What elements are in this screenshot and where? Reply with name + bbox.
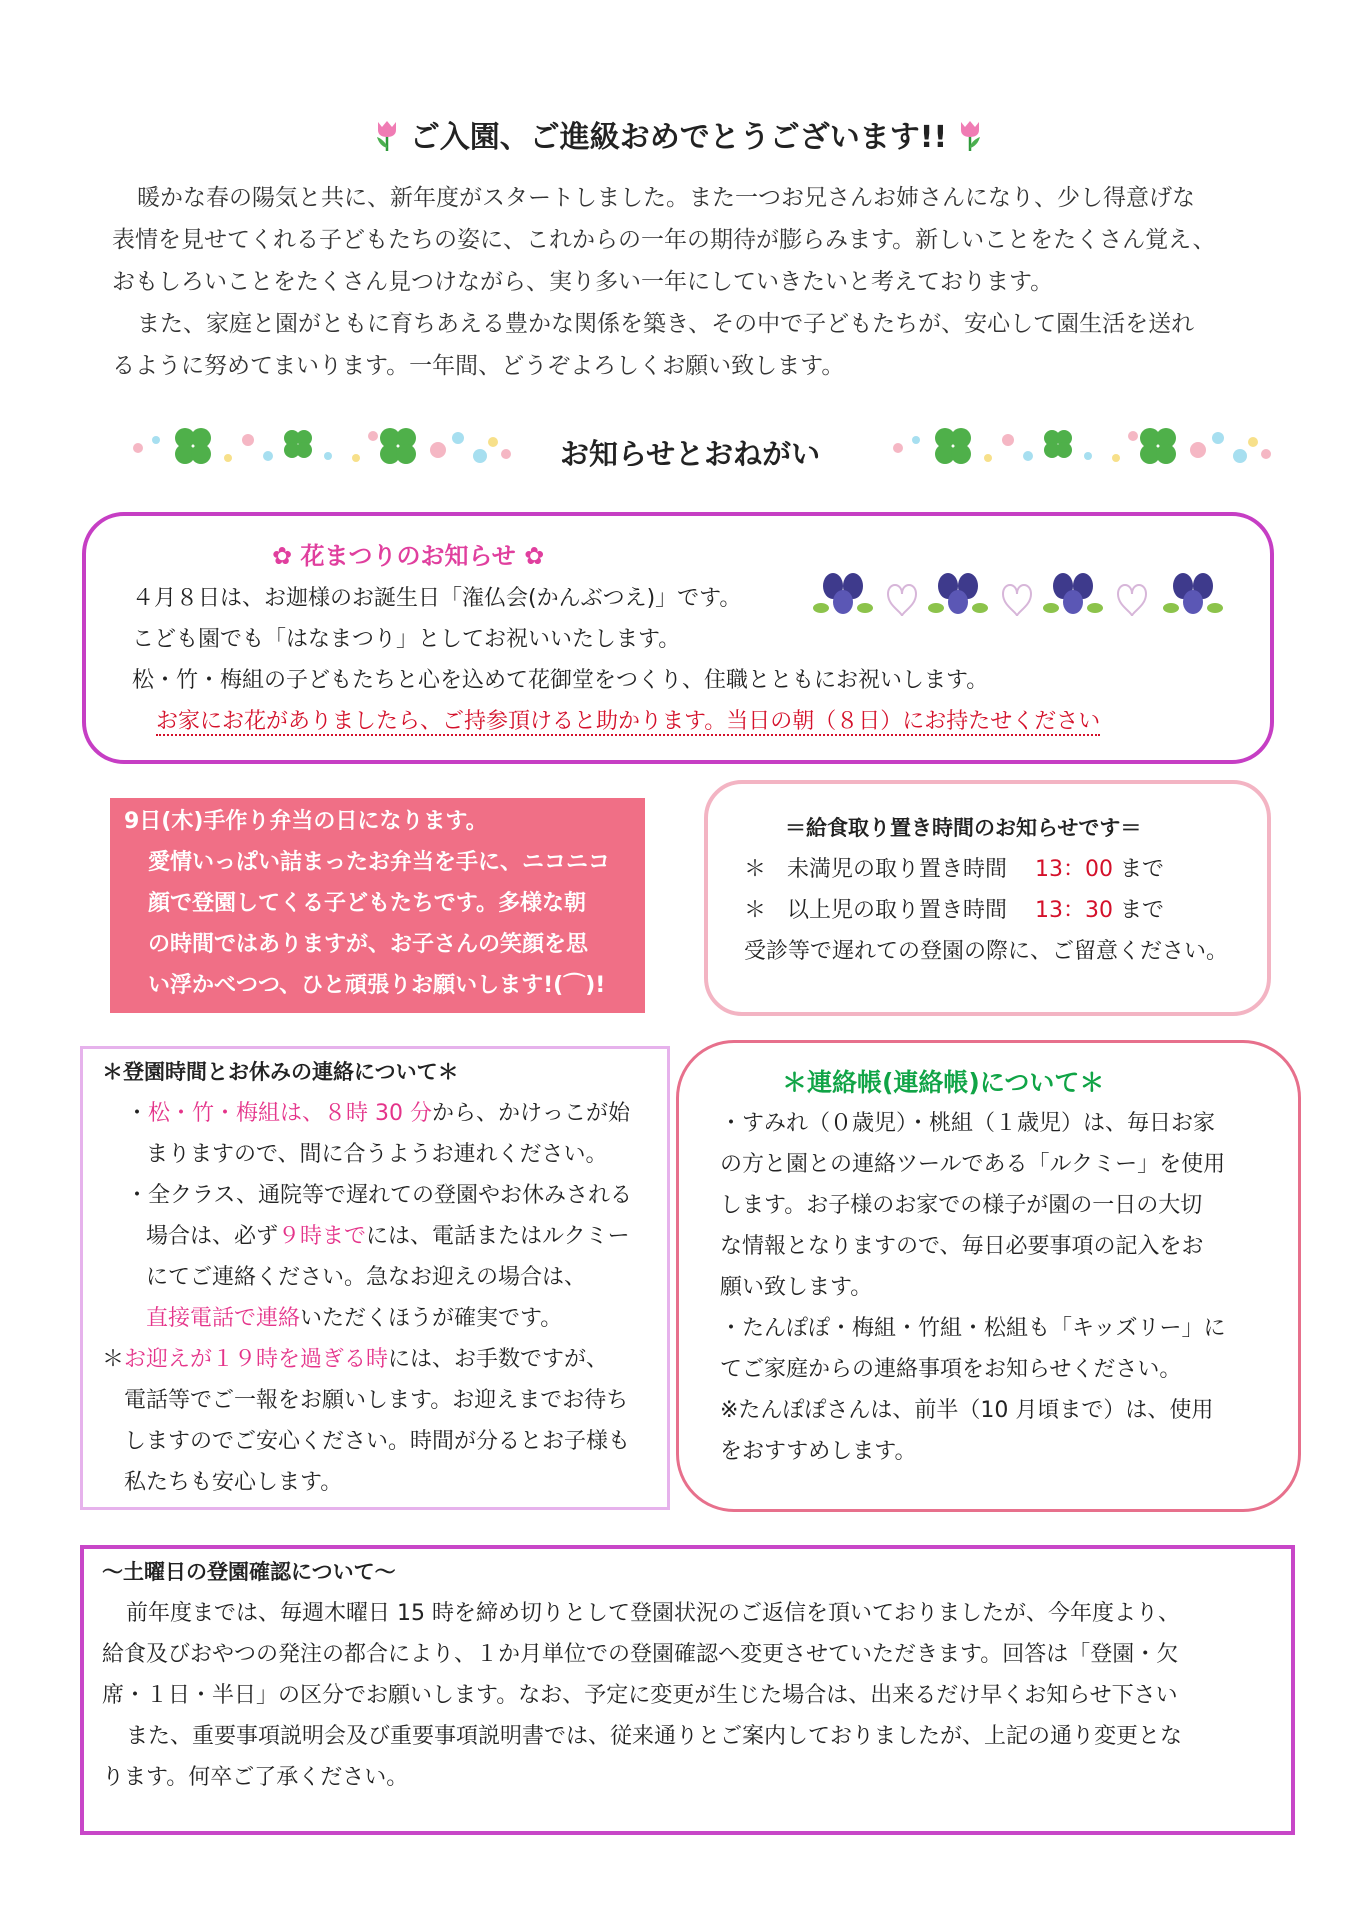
page-title-row [0, 112, 1357, 160]
toen-title: ＊登園時間とお休みの連絡について＊ [102, 1060, 459, 1084]
renraku-line: をおすすめします。 [720, 1439, 917, 1464]
intro-line: るように努めてまいります。一年間、どうぞよろしくお願い致します。 [112, 353, 845, 379]
page-title: ご入園、ご進級おめでとうございます!! [409, 120, 948, 155]
toen-line: ＊お迎えが１９時を過ぎる時には、お手数ですが、 [102, 1347, 609, 1372]
toen-line: 私たちも安心します。 [124, 1470, 343, 1495]
kyushoku-note: 受診等で遅れての登園の際に、ご留意ください。 [744, 939, 1229, 964]
hanamatsuri-title-row [272, 536, 544, 577]
toen-line: 場合は、必ず９時までには、電話またはルクミー [146, 1224, 630, 1249]
section-heading: お知らせとおねがい [560, 437, 821, 471]
bento-line: 顔で登園してくる子どもたちです。多様な朝 [148, 891, 587, 916]
renraku-line: します。お子様のお家での様子が園の一日の大切 [720, 1193, 1203, 1218]
bento-line: い浮かべつつ、ひと頑張りお願いします!(⌒)! [148, 973, 606, 998]
toen-line: ・全クラス、通院等で遅れての登園やお休みされる [126, 1183, 633, 1208]
flower-icon: ✿ [524, 542, 545, 570]
tulip-icon [374, 118, 400, 160]
intro-line: また、家庭と園がともに育ちあえる豊かな関係を築き、その中で子どもたちが、安心して園生活を送れ [137, 311, 1195, 337]
hanamatsuri-line: こども園でも「はなまつり」としてお祝いいたします。 [132, 627, 681, 652]
toen-line: にてご連絡ください。急なお迎えの場合は、 [146, 1265, 587, 1290]
doyobi-line: また、重要事項説明会及び重要事項説明書では、従来通りとご案内しておりましたが、上記の通り変更とな [126, 1724, 1183, 1749]
doyobi-title: ～土曜日の登園確認について～ [102, 1560, 396, 1584]
toen-line: 直接電話で連絡いただくほうが確実です。 [146, 1306, 563, 1331]
toen-line: しますのでご安心ください。時間が分るとお子様も [124, 1429, 631, 1454]
renraku-line: 願い致します。 [720, 1275, 873, 1300]
renraku-line: ・たんぽぽ・梅組・竹組・松組も「キッズリー」に [720, 1316, 1226, 1341]
doyobi-line: 給食及びおやつの発注の都合により、１か月単位での登園確認へ変更させていただきます。回答は「登園・欠 [102, 1642, 1179, 1667]
kyushoku-title: ＝給食取り置き時間のお知らせです＝ [785, 816, 1142, 840]
kyushoku-row: ＊ 以上児の取り置き時間 13：30 まで [744, 898, 1165, 923]
renraku-title: ＊連絡帳(連絡帳)について＊ [782, 1068, 1105, 1097]
clover-deco [128, 416, 512, 476]
intro-line: 表情を見せてくれる子どもたちの姿に、これからの一年の期待が膨らみます。新しいことをたくさん覚え、 [112, 227, 1216, 253]
pansy-deco [808, 562, 1238, 626]
hanamatsuri-title: 花まつりのお知らせ [300, 542, 516, 570]
intro-line: 暖かな春の陽気と共に、新年度がスタートしました。また一つお兄さんお姉さんになり、少し得意げな [137, 185, 1195, 211]
toen-line: ・松・竹・梅組は、８時 30 分から、かけっこが始 [126, 1101, 631, 1126]
hanamatsuri-notice: お家にお花がありましたら、ご持参頂けると助かります。当日の朝（８日）にお持たせください [156, 709, 1101, 734]
renraku-line: の方と園との連絡ツールである「ルクミー」を使用 [720, 1152, 1226, 1177]
flower-icon: ✿ [272, 542, 293, 570]
kyushoku-row: ＊ 未満児の取り置き時間 13：00 まで [744, 857, 1165, 882]
doyobi-line: ります。何卒ご了承ください。 [102, 1765, 409, 1790]
renraku-line: な情報となりますので、毎日必要事項の記入をお [720, 1234, 1204, 1259]
doyobi-line: 前年度までは、毎週木曜日 15 時を締め切りとして登園状況のご返信を頂いておりましたが、今年度より、 [126, 1601, 1180, 1626]
hanamatsuri-line: 松・竹・梅組の子どもたちと心を込めて花御堂をつくり、住職とともにお祝いします。 [132, 668, 989, 693]
renraku-line: てご家庭からの連絡事項をお知らせください。 [720, 1357, 1182, 1382]
bento-line: 9日(木)手作り弁当の日になります。 [124, 809, 488, 834]
clover-deco [888, 416, 1272, 476]
intro-line: おもしろいことをたくさん見つけながら、実り多い一年にしていきたいと考えております。 [112, 269, 1054, 295]
toen-line: 電話等でご一報をお願いします。お迎えまでお待ち [124, 1388, 629, 1413]
bento-line: 愛情いっぱい詰まったお弁当を手に、ニコニコ [148, 850, 611, 875]
doyobi-line: 席・１日・半日」の区分でお願いします。なお、予定に変更が生じた場合は、出来るだけ早くお知らせ下さい [102, 1683, 1178, 1708]
renraku-line: ・すみれ（０歳児）・桃組（１歳児）は、毎日お家 [720, 1111, 1216, 1136]
bento-line: の時間ではありますが、お子さんの笑顔を思 [148, 932, 589, 957]
renraku-line: ※たんぽぽさんは、前半（10 月頃まで）は、使用 [720, 1398, 1214, 1423]
hanamatsuri-line: ４月８日は、お迦様のお誕生日「潅仏会(かんぶつえ)」です。 [132, 586, 742, 611]
tulip-icon [957, 118, 983, 160]
toen-line: まりますので、間に合うようお連れください。 [146, 1142, 608, 1167]
